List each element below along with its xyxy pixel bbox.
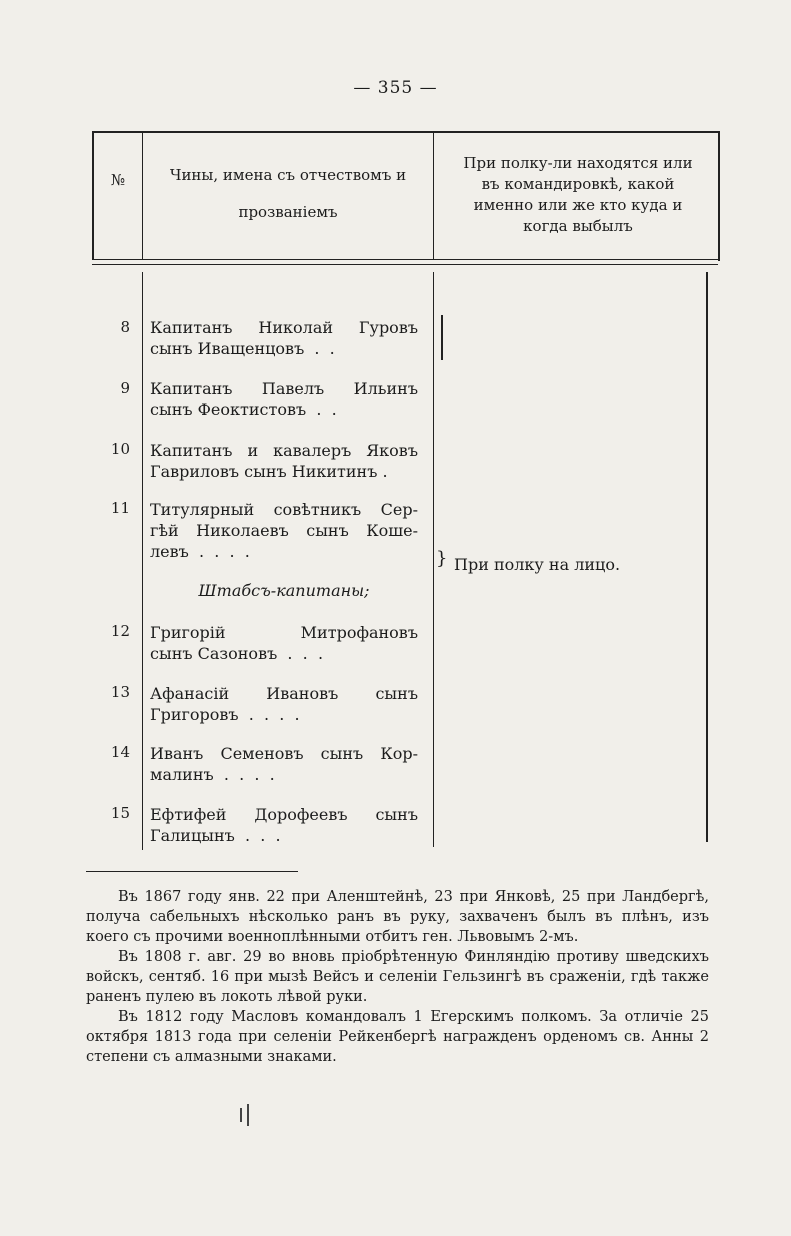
- footnote-paragraph: Въ 1867 году янв. 22 при Аленштейнѣ, 23 при Янковѣ, 25 при Ландбергѣ, получа сабельныхъ нѣсколько ранъ въ руку, захваченъ былъ въ плѣнъ, изъ коего съ прочими военноплѣнными отбитъ ген. Львовымъ 2-мъ.: [86, 889, 709, 945]
- row-name: Иванъ Семеновъ сынъ Кор- малинъ . . . .: [150, 744, 418, 784]
- row-number: 12: [110, 622, 130, 640]
- header-divider-2: [433, 133, 434, 259]
- table-top-rule: [92, 131, 720, 133]
- row-number: 11: [110, 499, 130, 517]
- header-status-line: именно или же кто куда и: [473, 196, 683, 214]
- footnote-paragraph: Въ 1808 г. авг. 29 во вновь прiобрѣтенную Финляндiю противу шведскихъ войскъ, сентяб. 16 при мызѣ Вейсъ и селенiи Гельзингѣ въ сраженiи, гдѣ также раненъ пулею въ локоть лѣвой руки.: [86, 949, 709, 1005]
- header-status-line: когда выбылъ: [523, 217, 633, 235]
- page-number: — 355 —: [353, 78, 438, 98]
- brace-mark: }: [436, 548, 448, 569]
- row-name: Титулярный совѣтникъ Сер- гѣй Николаевъ сынъ Коше- левъ . . . .: [150, 500, 418, 561]
- row-number: 9: [120, 379, 130, 397]
- header-status: [437, 153, 719, 237]
- row-number: 13: [110, 683, 130, 701]
- header-status-line: въ командировкѣ, какой: [481, 175, 675, 193]
- subheading-staff-captains: Штабсъ-капитаны;: [198, 581, 370, 600]
- print-mark: [247, 1104, 249, 1126]
- status-text: При полку на лицо.: [454, 555, 621, 574]
- row-name: Капитанъ Павелъ Ильинъ сынъ Феоктистовъ . .: [150, 379, 418, 419]
- body-divider-1: [142, 272, 143, 850]
- header-divider-1: [142, 133, 143, 259]
- row-name: Афанасiй Ивановъ сынъ Григоровъ . . . .: [150, 684, 418, 724]
- footnote-paragraph: Въ 1812 году Масловъ командовалъ 1 Егерскимъ полкомъ. За отличiе 25 октября 1813 года при селенiи Рейкенбергѣ награжденъ орденомъ св. Анны 2 степени съ алмазными знаками.: [86, 1009, 709, 1065]
- row-name: Капитанъ Николай Гуровъ сынъ Иващенцовъ . .: [150, 318, 418, 358]
- footnote-separator: [86, 871, 298, 872]
- bracket-mark: [441, 315, 443, 360]
- row-number: 15: [110, 804, 130, 822]
- print-mark: [240, 1108, 242, 1122]
- footnotes: [86, 887, 709, 1067]
- row-number: 10: [110, 440, 130, 458]
- row-name: Григорiй Митрофановъ сынъ Сазоновъ . . .: [150, 623, 418, 663]
- body-divider-2: [433, 272, 434, 847]
- header-name-line1: Чины, имена съ отчествомъ и: [169, 166, 407, 184]
- header-status-line: При полку-ли находятся или: [463, 154, 693, 172]
- header-bottom-rule-1: [92, 259, 718, 260]
- body-right-border: [706, 272, 708, 842]
- row-number: 8: [120, 318, 130, 336]
- row-name: Капитанъ и кавалеръ Яковъ Гавриловъ сынъ Никитинъ .: [150, 441, 418, 481]
- header-bottom-rule-2: [92, 264, 718, 265]
- row-number: 14: [110, 743, 130, 761]
- row-name: Ефтифей Дорофеевъ сынъ Галицынъ . . .: [150, 805, 418, 845]
- header-name: [145, 165, 431, 223]
- table-left-border-top: [92, 131, 94, 259]
- header-name-line2: прозванiемъ: [238, 203, 338, 221]
- header-number: №: [110, 171, 126, 189]
